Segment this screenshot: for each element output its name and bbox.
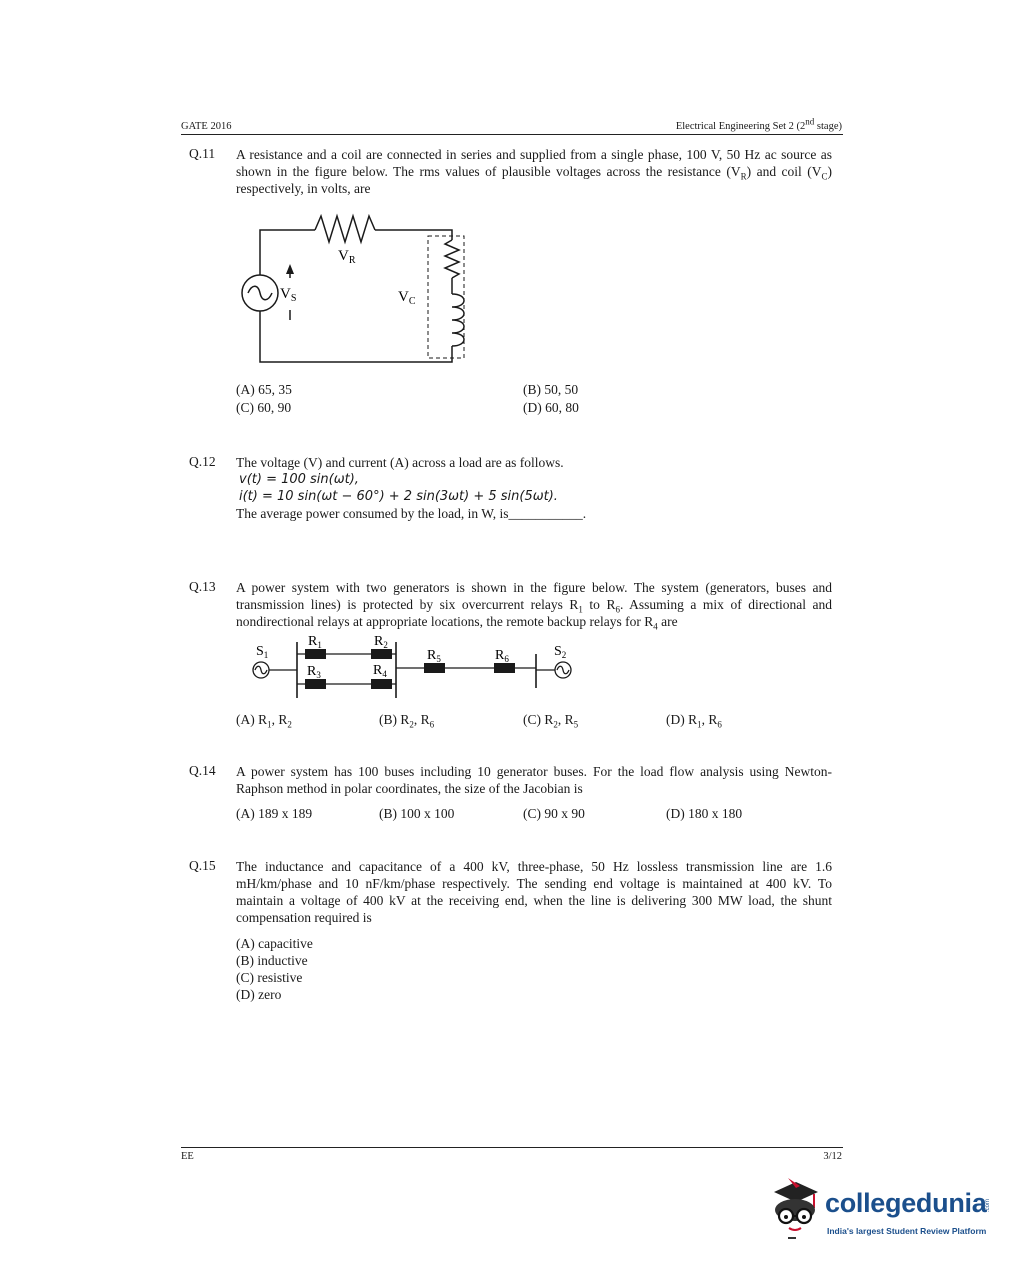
wire-bottom	[260, 311, 452, 362]
label-s2: $S_2$	[554, 644, 567, 660]
generator-s2-sine	[557, 666, 569, 674]
q11-option-c[interactable]: (C) 60, 90	[236, 400, 292, 415]
relay-r2	[371, 649, 392, 659]
relay-r3	[305, 679, 326, 689]
mascot-icon	[766, 1178, 824, 1244]
q15-option-c[interactable]: (C) resistive	[236, 970, 303, 985]
wire-top-right	[375, 230, 452, 240]
label-r3: $R_3$	[307, 664, 321, 680]
inductor-coil	[452, 294, 464, 346]
q12-question: The average power consumed by the load, in W, is___________.	[236, 506, 587, 521]
q11-circuit-diagram	[230, 210, 480, 370]
label-s1: $S_1$	[256, 644, 269, 660]
q12-current-eq: i(t) = 10 sin(ωt − 60°) + 2 sin(3ωt) + 5 sin(5ωt).	[239, 489, 558, 504]
resistor-zigzag	[315, 216, 375, 242]
q12-text: The voltage (V) and current (A) across a load are as follows.	[236, 455, 564, 470]
relay-r4	[371, 679, 392, 689]
q14-option-b[interactable]: (B) 100 x 100	[379, 806, 455, 821]
label-vs: $V_S$	[280, 286, 297, 304]
q13-power-system-diagram	[240, 628, 590, 700]
logo-wordmark: collegedunia	[825, 1188, 987, 1218]
ac-source-sine	[248, 286, 272, 300]
logo-com: .com	[985, 1198, 991, 1212]
label-vr: $V_R$	[338, 248, 356, 266]
relay-r6	[494, 663, 515, 673]
q13-option-a[interactable]: (A) $R_1$, $R_2$	[236, 712, 292, 730]
q15-option-d[interactable]: (D) zero	[236, 987, 282, 1002]
q13-option-b[interactable]: (B) $R_2$, $R_6$	[379, 712, 435, 730]
label-r6: $R_6$	[495, 648, 509, 664]
label-r2: $R_2$	[374, 634, 388, 650]
wire-top-left	[260, 230, 315, 275]
q11-option-d[interactable]: (D) 60, 80	[523, 400, 579, 415]
label-r1: $R_1$	[308, 634, 322, 650]
q15-number: Q.15	[189, 858, 216, 873]
q14-option-d[interactable]: (D) 180 x 180	[666, 806, 743, 821]
q13-option-d[interactable]: (D) $R_1$, $R_6$	[666, 712, 722, 730]
vs-arrow-head	[286, 264, 294, 274]
q11-number: Q.11	[189, 146, 216, 161]
q13-option-c[interactable]: (C) $R_2$, $R_5$	[523, 712, 579, 730]
footer-rule	[181, 1147, 843, 1148]
q11-text: A resistance and a coil are connected in series and supplied from a single phase, 100 V, 50 Hz ac source as shown in the figure below. The rms values of plausible voltages across the resistance $(V_R)$ and coil $(V_C)$ respectively, in volts, are	[236, 147, 833, 196]
header-rule	[181, 134, 843, 135]
q12-voltage-eq: v(t) = 100 sin(ωt),	[239, 472, 359, 487]
q13-text: A power system with two generators is shown in the figure below. The system (generators, buses and transmission lines) is protected by six overcurrent relays $R_1$ to $R_6$. Assuming a mix of directional and nondirectional relays at appropriate locations, the remote backup relays for $R_4$ are	[236, 580, 832, 632]
mascot-smile	[789, 1228, 801, 1230]
header-right: Electrical Engineering Set 2 (2nd stage)	[675, 116, 842, 132]
q15-option-b[interactable]: (B) inductive	[236, 953, 308, 968]
label-vc: $V_C$	[398, 289, 416, 307]
coil-resistance-zigzag	[445, 240, 459, 278]
header-left: GATE 2016	[181, 121, 232, 132]
q15-option-a[interactable]: (A) capacitive	[236, 936, 313, 951]
label-r5: $R_5$	[427, 648, 441, 664]
coil-dashed-box	[428, 236, 464, 358]
collegedunia-logo[interactable]	[766, 1178, 996, 1248]
logo-tagline: India's largest Student Review Platform	[827, 1226, 987, 1236]
relay-r1	[305, 649, 326, 659]
q14-option-a[interactable]: (A) 189 x 189	[236, 806, 313, 821]
q14-option-c[interactable]: (C) 90 x 90	[523, 806, 585, 821]
footer-page-number: 3/12	[823, 1151, 842, 1162]
q15-text: The inductance and capacitance of a 400 kV, three-phase, 50 Hz lossless transmission line are 1.6 mH/km/phase and 10 nF/km/phase respectively. The sending end voltage is maintained at 400 kV. To maintain a voltage of 400 kV at the receiving end, when the line is delivering 300 MW load, the shunt compensation required is	[236, 859, 832, 925]
generator-s1-sine	[255, 666, 267, 674]
q12-number: Q.12	[189, 454, 216, 469]
footer-left: EE	[181, 1151, 194, 1162]
relay-r5	[424, 663, 445, 673]
label-r4: $R_4$	[373, 663, 387, 679]
q14-number: Q.14	[189, 763, 216, 778]
q11-option-a[interactable]: (A) 65, 35	[236, 382, 292, 397]
q11-option-b[interactable]: (B) 50, 50	[523, 382, 579, 397]
q14-text: A power system has 100 buses including 10 generator buses. For the load flow analysis using Newton-Raphson method in polar coordinates, the size of the Jacobian is	[236, 764, 832, 796]
q13-number: Q.13	[189, 579, 216, 594]
